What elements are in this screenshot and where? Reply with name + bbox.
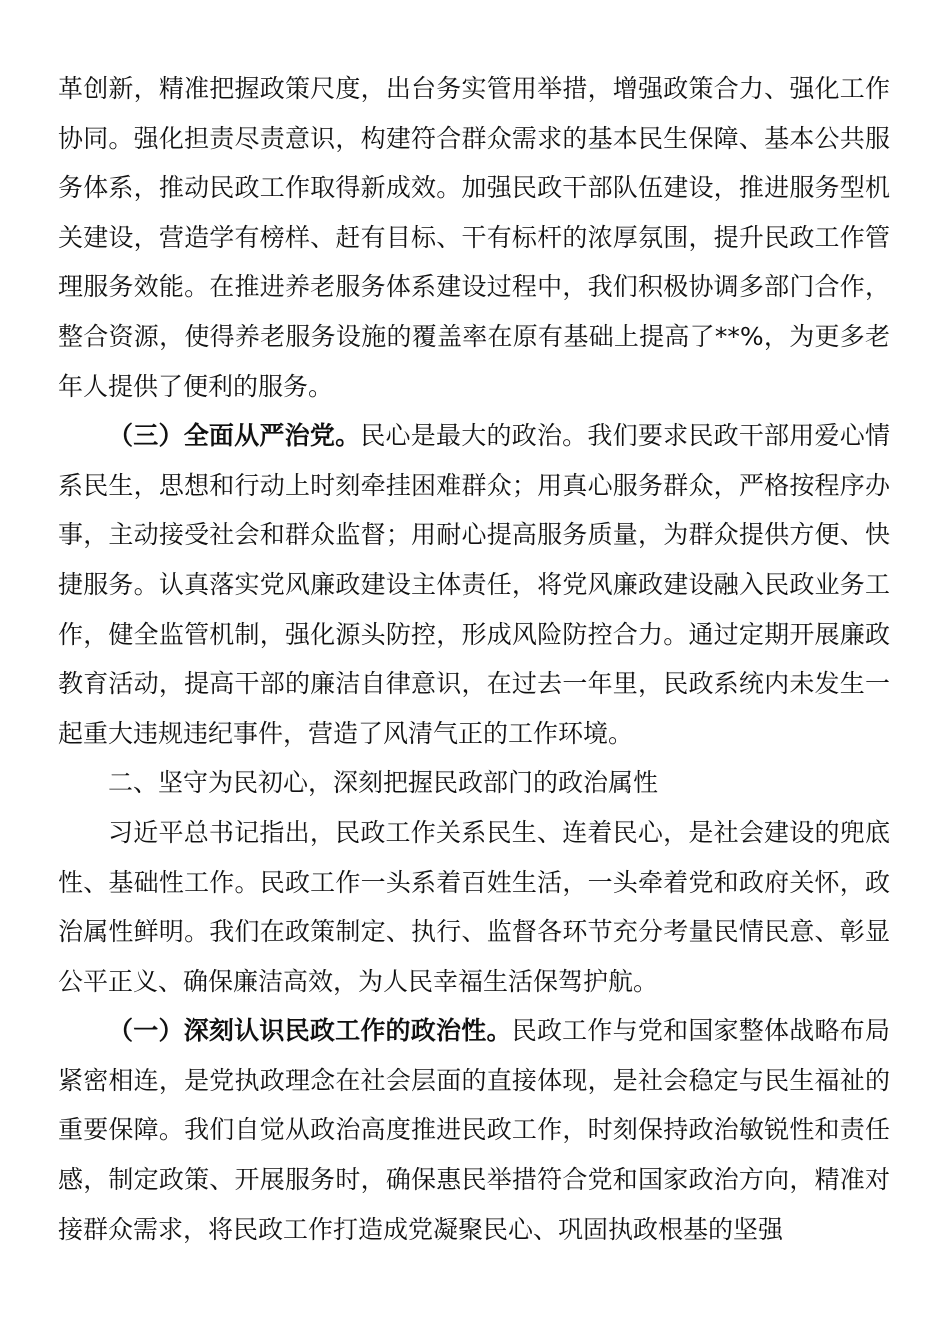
body-paragraph-2 — [58, 808, 890, 1006]
section-heading-2 — [58, 758, 890, 808]
subsection-heading: （三）全面从严治党。 — [108, 421, 361, 451]
paragraph-text: 民政工作与党和国家整体战略布局紧密相连，是党执政理念在社会层面的直接体现，是社会稳定与民生福祉的重要保障。我们自觉从政治高度推进民政工作，时刻保持政治敏锐性和责任感，制定政策、开展服务时，确保惠民举措符合党和国家政治方向，精准对接群众需求，将民政工作打造成党凝聚民心、巩固执政根基的坚强 — [58, 1016, 890, 1244]
section-heading-text: 二、坚守为民初心，深刻把握民政部门的政治属性 — [108, 768, 659, 798]
subsection-paragraph-1 — [58, 1006, 890, 1254]
paragraph-text: 民心是最大的政治。我们要求民政干部用爱心情系民生，思想和行动上时刻牵挂困难群众；用真心服务群众，严格按程序办事，主动接受社会和群众监督；用耐心提高服务质量，为群众提供方便、快捷服务。认真落实党风廉政建设主体责任，将党风廉政建设融入民政业务工作，健全监管机制，强化源头防控，形成风险防控合力。通过定期开展廉政教育活动，提高干部的廉洁自律意识，在过去一年里，民政系统内未发生一起重大违规违纪事件，营造了风清气正的工作环境。 — [58, 421, 890, 748]
subsection-heading: （一）深刻认识民政工作的政治性。 — [108, 1016, 512, 1046]
document-page — [58, 64, 890, 1254]
body-paragraph-1 — [58, 64, 890, 411]
paragraph-text: 革创新，精准把握政策尺度，出台务实管用举措，增强政策合力、强化工作协同。强化担责尽责意识，构建符合群众需求的基本民生保障、基本公共服务体系，推动民政工作取得新成效。加强民政干部队伍建设，推进服务型机关建设，营造学有榜样、赶有目标、干有标杆的浓厚氛围，提升民政工作管理服务效能。在推进养老服务体系建设过程中，我们积极协调多部门合作，整合资源，使得养老服务设施的覆盖率在原有基础上提高了**%，为更多老年人提供了便利的服务。 — [58, 74, 890, 401]
subsection-paragraph-3 — [58, 411, 890, 758]
paragraph-text: 习近平总书记指出，民政工作关系民生、连着民心，是社会建设的兜底性、基础性工作。民政工作一头系着百姓生活，一头牵着党和政府关怀，政治属性鲜明。我们在政策制定、执行、监督各环节充分考量民情民意、彰显公平正义、确保廉洁高效，为人民幸福生活保驾护航。 — [58, 817, 890, 996]
